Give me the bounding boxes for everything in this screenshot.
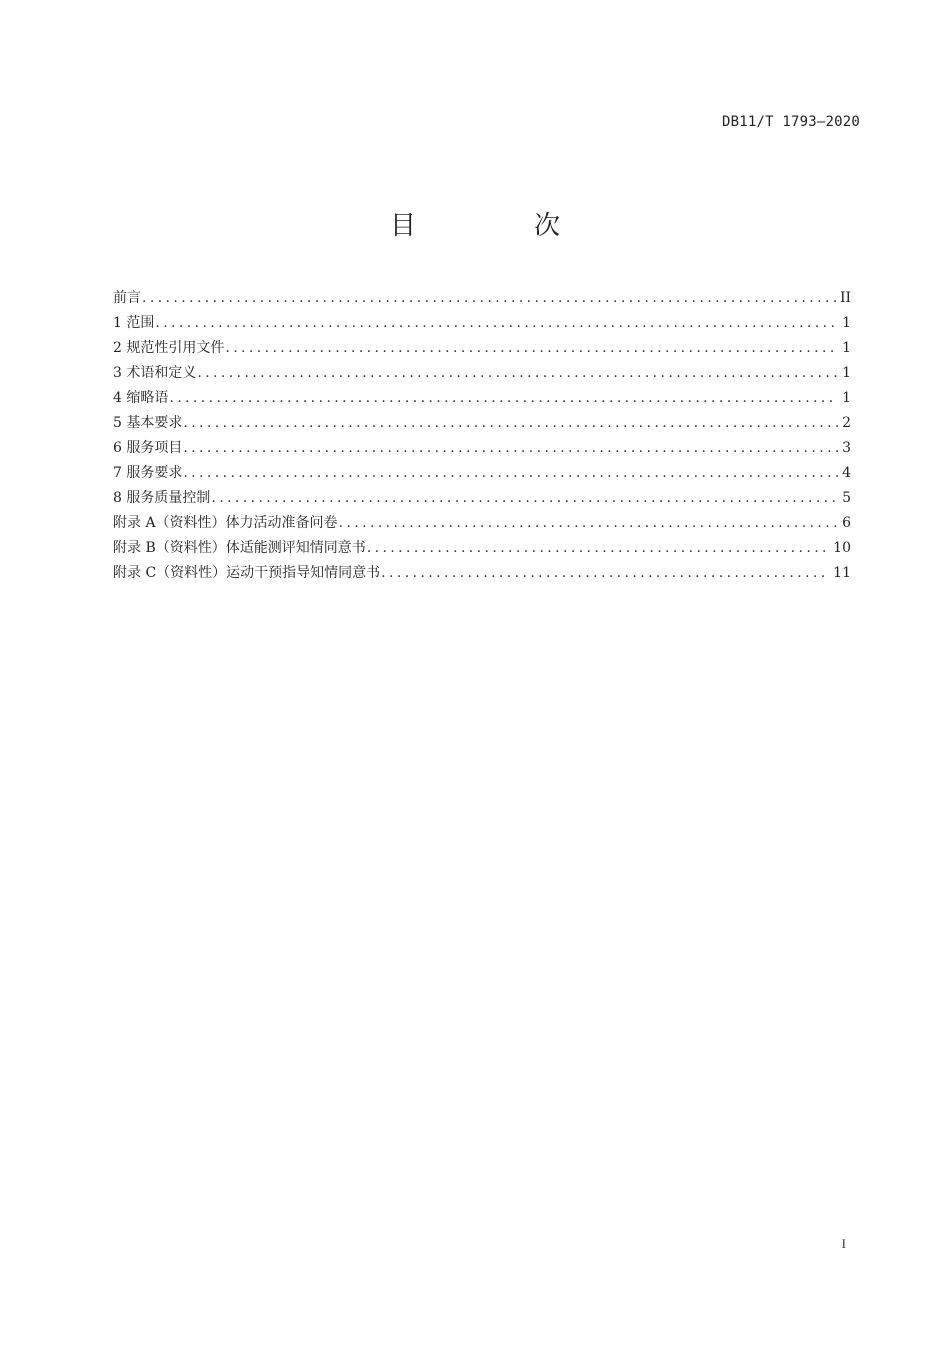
toc-entry-label: 附录 B（资料性）体适能测评知情同意书	[113, 540, 366, 556]
toc-entry-label: 1 范围	[113, 315, 155, 331]
document-code: DB11/T 1793—2020	[721, 114, 860, 130]
toc-entry-label: 2 规范性引用文件	[113, 340, 225, 356]
toc-entry-normative-references[interactable]	[113, 336, 851, 361]
toc-entry-basic-requirements[interactable]	[113, 411, 851, 436]
toc-entry-appendix-c[interactable]	[113, 561, 851, 586]
toc-entry-label: 6 服务项目	[113, 440, 183, 456]
table-of-contents	[113, 286, 851, 586]
toc-entry-abbreviations[interactable]	[113, 386, 851, 411]
toc-entry-quality-control[interactable]	[113, 486, 851, 511]
toc-entry-label: 3 术语和定义	[113, 365, 197, 381]
toc-entry-foreword[interactable]	[113, 286, 851, 311]
toc-entry-appendix-b[interactable]	[113, 536, 851, 561]
toc-entry-appendix-a[interactable]	[113, 511, 851, 536]
toc-leader-dots	[155, 311, 838, 336]
toc-entry-page: 1	[842, 365, 851, 381]
toc-leader-dots	[183, 461, 838, 486]
toc-entry-label: 前言	[113, 290, 141, 306]
toc-entry-label: 4 缩略语	[113, 390, 169, 406]
toc-title: 目 次	[389, 211, 606, 241]
toc-leader-dots	[197, 361, 838, 386]
toc-entry-scope[interactable]	[113, 311, 851, 336]
toc-leader-dots	[183, 411, 838, 436]
toc-entry-page: 11	[833, 565, 851, 581]
toc-entry-page: 1	[842, 315, 851, 331]
toc-leader-dots	[183, 436, 838, 461]
toc-leader-dots	[381, 561, 829, 586]
toc-entry-page: 1	[842, 340, 851, 356]
toc-entry-page: 4	[842, 465, 851, 481]
toc-entry-page: II	[839, 290, 851, 306]
toc-entry-label: 5 基本要求	[113, 415, 183, 431]
toc-leader-dots	[225, 336, 838, 361]
toc-entry-page: 3	[842, 440, 851, 456]
page-number: I	[841, 1236, 846, 1251]
toc-entry-service-requirements[interactable]	[113, 461, 851, 486]
toc-leader-dots	[169, 386, 838, 411]
toc-entry-label: 8 服务质量控制	[113, 490, 211, 506]
toc-entry-page: 5	[842, 490, 851, 506]
toc-entry-page: 6	[842, 515, 851, 531]
toc-entry-label: 附录 A（资料性）体力活动准备问卷	[113, 515, 338, 531]
toc-leader-dots	[367, 536, 829, 561]
toc-entry-page: 2	[842, 415, 851, 431]
toc-entry-page: 1	[842, 390, 851, 406]
toc-entry-page: 10	[833, 540, 851, 556]
toc-leader-dots	[142, 286, 836, 311]
toc-entry-label: 7 服务要求	[113, 465, 183, 481]
toc-entry-label: 附录 C（资料性）运动干预指导知情同意书	[113, 565, 381, 581]
toc-leader-dots	[339, 511, 839, 536]
toc-entry-terms-definitions[interactable]	[113, 361, 851, 386]
toc-entry-service-items[interactable]	[113, 436, 851, 461]
toc-leader-dots	[211, 486, 838, 511]
